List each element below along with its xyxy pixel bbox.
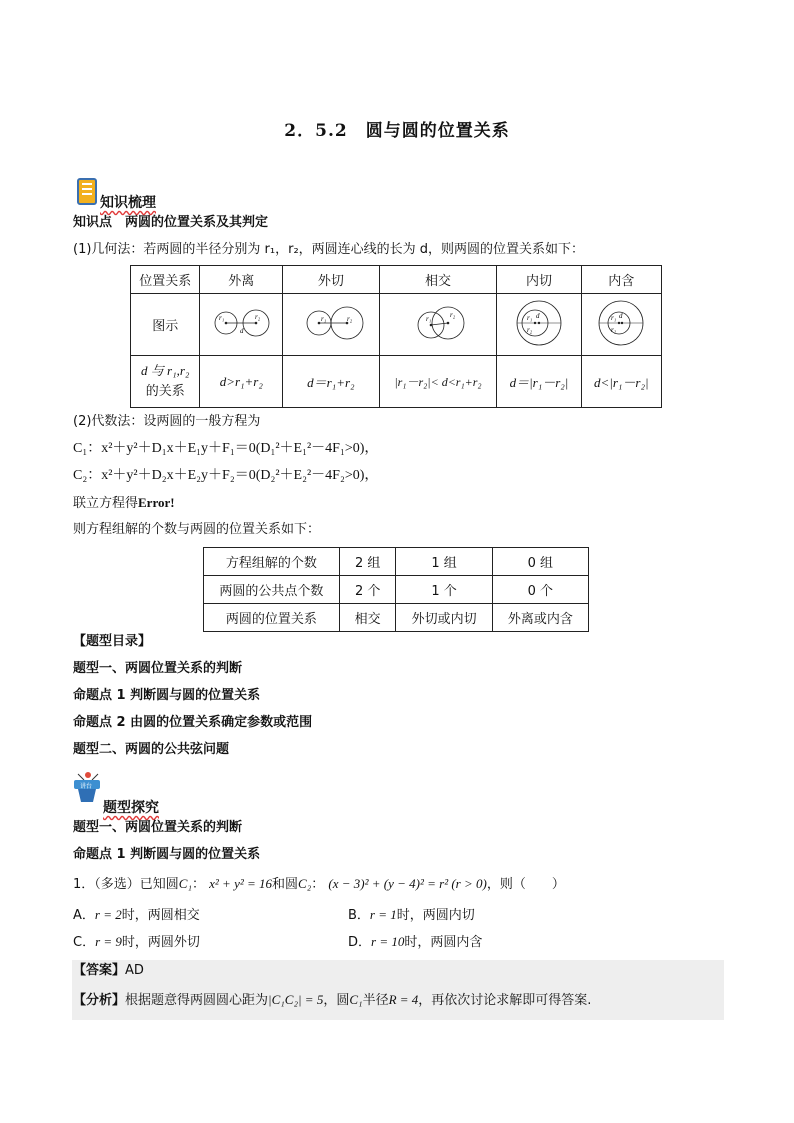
type1-heading: 题型一、两圆位置关系的判断 — [73, 820, 243, 835]
catalog-item: 命题点 2 由圆的位置关系确定参数或范围 — [73, 715, 313, 730]
catalog-heading: 【题型目录】 — [73, 634, 152, 649]
table-header: 位置关系 — [131, 266, 200, 294]
figure-external-tangent — [283, 294, 379, 356]
svg-text:d: d — [619, 311, 623, 320]
error-text: Error! — [138, 495, 175, 510]
table-header: 相交 — [379, 266, 497, 294]
svg-text:r₂: r₂ — [346, 314, 352, 323]
table-cell: 相交 — [339, 604, 396, 632]
table-cell: 外离或内含 — [492, 604, 588, 632]
table-header: 外离 — [200, 266, 283, 294]
figure-internal-tangent — [497, 294, 581, 356]
section-heading-practice: 题型探究 — [103, 800, 159, 816]
section-heading-knowledge: 知识梳理 — [100, 195, 156, 211]
option-c: C．r = 9时，两圆外切 — [73, 934, 200, 950]
table-intro-text: 则方程组解的个数与两圆的位置关系如下： — [73, 522, 321, 537]
knowledge-point-title: 知识点 两圆的位置关系及其判定 — [73, 215, 269, 230]
method2-text: (2)代数法：设两圆的一般方程为 — [73, 414, 261, 429]
catalog-item: 题型二、两圆的公共弦问题 — [73, 742, 230, 757]
equation-c1: C₁：x²＋y²＋D₁x＋E₁y＋F₁＝0(D₁²＋E₁²－4F₁>0)， — [73, 441, 379, 456]
table-cell: |r₁－r₂|< d<r₁+r₂ — [379, 356, 497, 408]
svg-text:r₁: r₁ — [425, 314, 432, 323]
table-cell: 两圆的公共点个数 — [204, 576, 340, 604]
table-cell: 1 个 — [396, 576, 492, 604]
svg-text:d: d — [240, 326, 244, 335]
catalog-item: 命题点 1 判断圆与圆的位置关系 — [73, 688, 261, 703]
svg-text:r₂: r₂ — [611, 325, 617, 334]
answer-box — [72, 960, 724, 1020]
svg-text:r₁: r₁ — [320, 314, 326, 323]
table-header: 内切 — [497, 266, 581, 294]
figure-contained-circles — [581, 294, 661, 356]
table-header: 外切 — [283, 266, 379, 294]
figure-separate-circles — [200, 294, 283, 356]
equation-system-line: 联立方程得Error! — [73, 495, 175, 511]
svg-text:r₁: r₁ — [611, 313, 617, 322]
table-cell: d<|r₁－r₂| — [581, 356, 661, 408]
table-cell: 外切或内切 — [396, 604, 492, 632]
svg-text:r₁: r₁ — [526, 313, 533, 322]
option-b: B．r = 1时，两圆内切 — [348, 907, 475, 923]
table-cell: 1 组 — [396, 548, 492, 576]
table-cell: d＝r₁+r₂ — [283, 356, 379, 408]
table-cell: 2 个 — [339, 576, 396, 604]
analysis-line: 【分析】根据题意得两圆圆心距为|C₁C₂| = 5，圆C₁半径R = 4，再依次讨论求解即可得答案. — [73, 992, 592, 1008]
table-cell: d>r₁+r₂ — [200, 356, 283, 408]
table-cell: 图示 — [131, 294, 200, 356]
question-1-stem: 1．（多选）已知圆C₁： x² + y² = 16和圆C₂： (x − 3)² + (y − 4)² = r² (r > 0)，则（ ） — [73, 876, 565, 892]
table-header: 内含 — [581, 266, 661, 294]
solution-count-table — [203, 547, 589, 632]
page-title: 2．5.2 圆与圆的位置关系 — [284, 121, 510, 141]
svg-text:r₁: r₁ — [219, 313, 225, 322]
lectern-badge: 讲台 — [80, 783, 93, 790]
option-d: D．r = 10时，两圆内含 — [348, 934, 483, 950]
svg-text:d: d — [535, 311, 540, 320]
table-cell: 方程组解的个数 — [204, 548, 340, 576]
answer-line: 【答案】AD — [73, 963, 144, 978]
table-cell: 0 组 — [492, 548, 588, 576]
table-cell: 2 组 — [339, 548, 396, 576]
svg-text:r₂: r₂ — [526, 325, 533, 334]
method1-text: (1)几何法：若两圆的半径分别为 r₁，r₂，两圆连心线的长为 d，则两圆的位置关系如下： — [73, 242, 585, 257]
svg-text:r₂: r₂ — [449, 310, 456, 319]
equation-c2: C₂：x²＋y²＋D₂x＋E₂y＋F₂＝0(D₂²＋E₂²－4F₂>0)， — [73, 468, 379, 483]
figure-intersecting-circles — [379, 294, 497, 356]
table-cell: 两圆的位置关系 — [204, 604, 340, 632]
catalog-item: 题型一、两圆位置关系的判断 — [73, 661, 243, 676]
point1-heading: 命题点 1 判断圆与圆的位置关系 — [73, 847, 261, 862]
lectern-icon — [72, 770, 102, 804]
geometric-relation-table — [130, 265, 662, 408]
option-a: A．r = 2时，两圆相交 — [73, 907, 200, 923]
table-cell: d 与 r₁,r₂ 的关系 — [131, 356, 200, 408]
book-icon — [76, 178, 98, 206]
table-cell: d＝|r₁－r₂| — [497, 356, 581, 408]
table-cell: 0 个 — [492, 576, 588, 604]
svg-text:r₂: r₂ — [255, 312, 261, 321]
